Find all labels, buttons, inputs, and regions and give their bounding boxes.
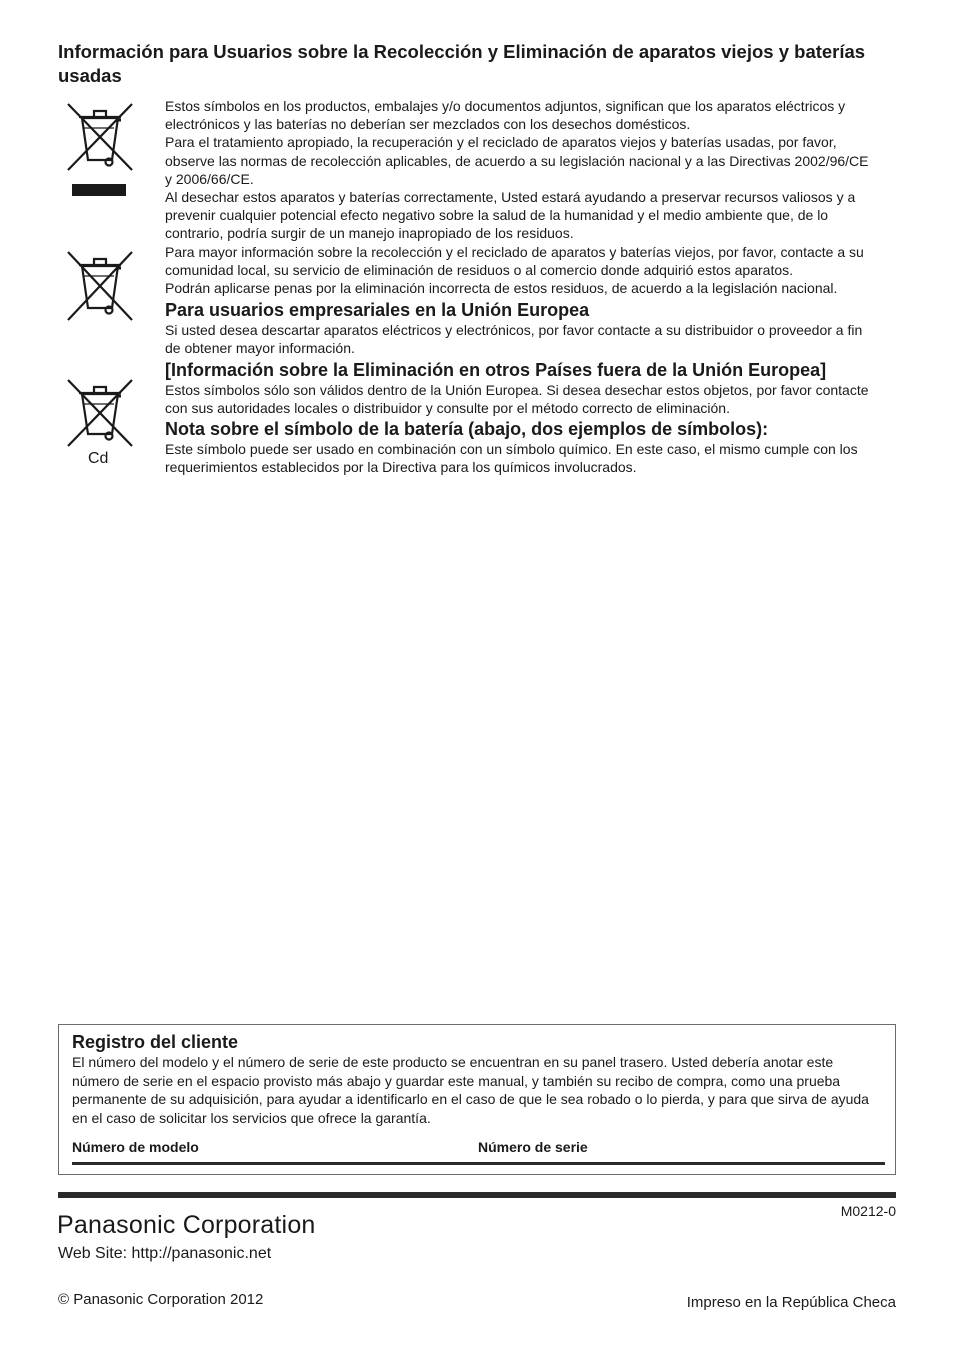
paragraph: Para el tratamiento apropiado, la recuperación y el reciclado de aparatos viejos y baterías usadas, por favor, observe las normas de recolección aplicables, de acuerdo a su legislación nacional y a las Directivas 2002/96/CE y 2006/66/CE. — [165, 134, 869, 187]
page-title: Información para Usuarios sobre la Recolección y Eliminación de aparatos viejos y baterías usadas — [58, 41, 866, 86]
crossed-out-wheelie-bin-icon — [62, 248, 138, 326]
battery-chemical-symbol: Cd — [88, 450, 109, 467]
paragraph: Al desechar estos aparatos y baterías correctamente, Usted estará ayudando a preservar recursos valiosos y a prevenir cualquier potencial efecto negativo sobre la salud de la humanidad y el medio ambiente que, de lo contrario, podría surgir de un manejo inapropiado de los residuos. — [165, 189, 856, 242]
customer-registration-box — [58, 1024, 896, 1175]
serial-number-label: Número de serie — [478, 1139, 588, 1155]
section-heading-outside-eu: [Información sobre la Eliminación en otros Países fuera de la Unión Europea] — [165, 359, 827, 380]
paragraph: Estos símbolos sólo son válidos dentro de la Unión Europea. Si desea desechar estos objetos, por favor contacte con sus autoridades locales o distribuidor y consulte por el método correcto de eliminación. — [165, 381, 869, 416]
document-code: M0212-0 — [840, 1203, 896, 1219]
crossed-out-wheelie-bin-with-bar-icon — [62, 98, 138, 202]
registration-underline — [72, 1162, 885, 1165]
copyright-notice: © Panasonic Corporation 2012 — [58, 1291, 264, 1308]
paragraph: Si usted desea descartar aparatos eléctricos y electrónicos, por favor contacte a su distribuidor o proveedor a fin de obtener mayor información. — [165, 322, 863, 357]
paragraph: Este símbolo puede ser usado en combinación con un símbolo químico. En este caso, el mismo cumple con los requerimientos establecidos por la Directiva para los químicos involucrados. — [165, 441, 858, 476]
registration-text: El número del modelo y el número de serie de este producto se encuentran en su panel trasero. Usted debería anotar este número de serie en el espacio provisto más abajo y guardar este manual, y también su recibo de compra, como una prueba permanente de su adquisición, para ayudar a identificarlo en el caso de que le sea robado o lo pierda, y para que sirva de ayuda en el caso de solicitar los servicios que ofrece la garantía. — [72, 1054, 869, 1126]
disposal-information — [165, 97, 877, 476]
website-link[interactable]: Web Site: http://panasonic.net — [58, 1245, 272, 1262]
crossed-out-wheelie-bin-battery-icon — [62, 378, 138, 450]
paragraph: Estos símbolos en los productos, embalajes y/o documentos adjuntos, significan que los aparatos eléctricos y electrónicos y las baterías no deberían ser mezclados con los desechos domésticos. — [165, 98, 846, 133]
section-heading-battery-symbol: Nota sobre el símbolo de la batería (abajo, dos ejemplos de símbolos): — [165, 419, 769, 440]
paragraph: Para mayor información sobre la recolección y el reciclado de aparatos y baterías viejos, por favor, contacte a su comunidad local, su servicio de eliminación de residuos o al comercio donde adquirió estos aparatos. — [165, 243, 864, 278]
model-number-label: Número de modelo — [72, 1139, 199, 1155]
disposal-icons — [62, 98, 138, 478]
brand-logo: Panasonic Corporation — [57, 1211, 316, 1239]
registration-title: Registro del cliente — [72, 1032, 239, 1052]
footer-divider — [58, 1192, 896, 1198]
section-heading-business-users: Para usuarios empresariales en la Unión Europea — [165, 300, 590, 321]
printed-in-notice: Impreso en la República Checa — [686, 1294, 896, 1311]
paragraph: Podrán aplicarse penas por la eliminación incorrecta de estos residuos, de acuerdo a la legislación nacional. — [165, 280, 838, 297]
